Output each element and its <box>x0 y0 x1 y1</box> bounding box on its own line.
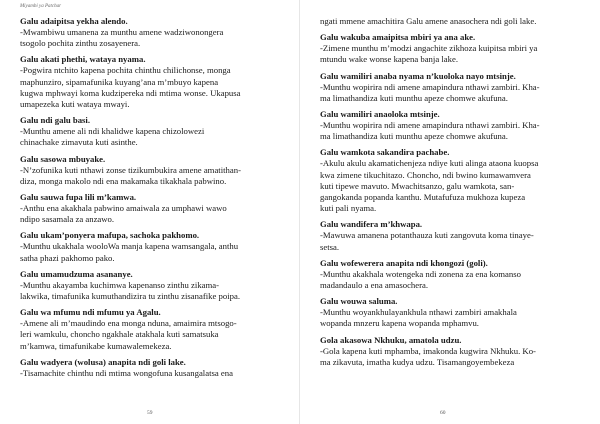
proverb-meaning: -Mawuwa amanena potanthauza kuti zangovuta koma tinaye- setsa. <box>320 230 534 252</box>
running-head: Miyambi ya Patchar <box>20 4 62 9</box>
proverb-title: Galu ndi galu basi. <box>20 115 91 126</box>
proverb-meaning: -Munthu woyankhulayankhula nthawi zambiri amakhala wopanda mnzeru kapena wopanda mphamvu. <box>320 307 517 329</box>
proverb-meaning: -Munthu akayamba kuchimwa kapenanso zinthu zikama- lakwika, timafunika kumuthandizira tu zinthu zisanafike poipa. <box>20 279 241 302</box>
proverb-title: Galu umamudzuma asananye. <box>20 268 133 279</box>
proverb-title: Gola akasowa Nkhuku, amatola udzu. <box>320 334 462 345</box>
proverb-title: Galu wa mfumu ndi mfumu ya Agalu. <box>20 307 161 318</box>
proverb-meaning: -Anthu ena akakhala pabwino amaiwala za umphawi wawo ndipo sasamala za anzawo. <box>20 203 227 225</box>
proverb-title: Galu adaipitsa yekha alendo. <box>20 16 128 26</box>
proverb-meaning: -N’zofunika kuti nthawi zonse tizikumbukira amene amatithan- diza, monga makolo ndi ena makamaka tikakhala pabwino. <box>20 164 241 186</box>
proverb-meaning: -Akulu akulu akamatichenjeza ndiye kuti alinga ataona kuopsa kwa zimene tikuchitazo. Choncho, ndi bwino kumawamvera kuti tipewe mavuto. Mwachitsanzo, galu wamkota, san- gangokanda popanda kanthu. Mutafufuza mukhoza kupeza kuti pali nyama. <box>320 158 539 214</box>
proverb-title: Galu wakuba amaipitsa mbiri ya ana ake. <box>320 32 476 43</box>
proverb-meaning: -Munthu wopirira ndi amene amapindura nthawi zambiri. Kha- ma limathandiza kuti munthu apeze chomwe akufuna. <box>320 81 540 103</box>
proverb-meaning: ngati mmene amachitira Galu amene anasochera ndi goli lake. <box>320 16 537 26</box>
right-page <box>300 0 600 424</box>
proverb-meaning: -Munthu ukakhala wooloWa manja kapena wamsangala, anthu satha phazi pakhomo pako. <box>20 241 239 263</box>
proverb-entry <box>20 230 282 263</box>
proverb-title: Galu akati phethi, wataya nyama. <box>20 54 146 65</box>
proverb-meaning: -Zimene munthu m’modzi angachite zikhoza kuipitsa mbiri ya mtundu wake wonse kapena banja lake. <box>320 43 538 65</box>
proverb-entry <box>320 258 582 291</box>
proverb-meaning: -Munthu akakhala wotengeka ndi zonena za ena komanso madandaulo a ena amasochera. <box>320 268 521 291</box>
proverb-entry <box>320 32 582 65</box>
left-page-body <box>20 16 282 384</box>
proverb-title: Galu wamiliri anaba nyama n’kuoloka nayo mtsinje. <box>320 70 516 81</box>
proverb-entry <box>20 269 282 302</box>
proverb-meaning: -Pogwira ntchito kapena pochita chinthu chilichonse, monga maphunziro, sipamafunika kuyang’ana m’mbuyo kapena kugwa mphwayi koma kudzipereka ndi mtima wonse. Ukapusa umapezeka kuti wataya mwayi. <box>20 65 241 110</box>
proverb-entry <box>20 357 282 379</box>
proverb-title: Galu wofewerera anapita ndi khongozi (goli). <box>320 257 488 268</box>
proverb-entry <box>20 115 282 148</box>
proverb-title: Galu wamiliri anaoloka mtsinje. <box>320 109 440 120</box>
proverb-title: Galu sasowa mbuyake. <box>20 153 106 164</box>
proverb-title: Galu wadyera (wolusa) anapita ndi goli lake. <box>20 356 186 367</box>
page-number: 59 <box>147 410 153 416</box>
right-page-body <box>320 16 582 373</box>
proverb-entry <box>20 307 282 352</box>
proverb-entry <box>320 16 582 27</box>
proverb-entry <box>320 109 582 142</box>
proverb-title: Galu wamkota sakandira pachabe. <box>320 147 450 158</box>
page-number: 60 <box>440 410 446 416</box>
proverb-entry <box>20 16 282 49</box>
proverb-entry <box>20 192 282 225</box>
proverb-meaning: -Amene ali m’maudindo ena monga nduna, amaimira mtsogo- leri wamkulu, choncho ngakhale atakhala kuti samatsuka m’kamwa, timafunikabe kumawalemekeza. <box>20 318 237 351</box>
proverb-title: Galu sauwa fupa lili m’kamwa. <box>20 192 137 203</box>
proverb-entry <box>20 54 282 110</box>
proverb-meaning: -Munthu wopirira ndi amene amapindura nthawi zambiri. Kha- ma limathandiza kuti munthu apeze chomwe akufuna. <box>320 120 540 142</box>
proverb-meaning: -Munthu amene ali ndi khalidwe kapena chizolowezi chinachake zimavuta kuti asinthe. <box>20 126 205 148</box>
proverb-entry <box>20 154 282 187</box>
proverb-entry <box>320 71 582 104</box>
proverb-entry <box>320 147 582 214</box>
proverb-meaning: -Gola kapena kuti mphamba, imakonda kugwira Nkhuku. Ko- ma zikavuta, imatha kudya udzu. Tisamangoyembekeza <box>320 345 536 367</box>
proverb-entry <box>320 335 582 368</box>
proverb-title: Galu ukam’ponyera mafupa, sachoka pakhomo. <box>20 230 200 241</box>
proverb-entry <box>320 296 582 329</box>
proverb-meaning: -Tisamachite chinthu ndi mtima wongofuna kusangalatsa ena <box>20 367 233 378</box>
proverb-title: Galu wouwa saluma. <box>320 296 398 307</box>
proverb-entry <box>320 219 582 252</box>
proverb-meaning: -Mwambiwu umanena za munthu amene wadziwonongera tsogolo pochita zinthu zosayenera. <box>20 27 224 49</box>
proverb-title: Galu wandifera m’khwapa. <box>320 219 423 230</box>
